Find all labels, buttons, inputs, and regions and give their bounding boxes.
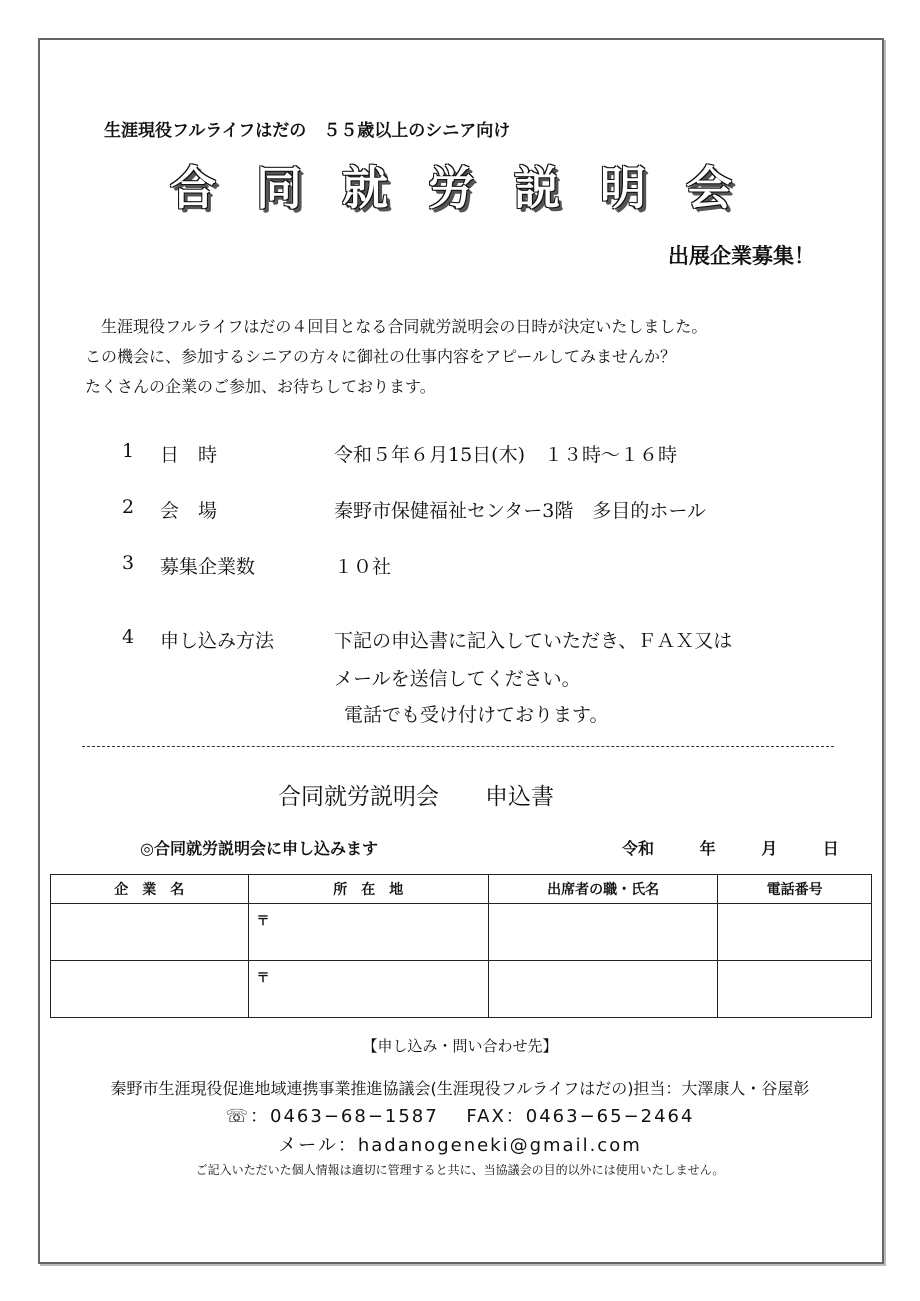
detail-value-method: メールを送信してください。: [334, 668, 581, 690]
date-month: 月: [761, 839, 778, 858]
phone-cell[interactable]: [718, 904, 872, 961]
company-name-cell[interactable]: [51, 904, 249, 961]
detail-label-datetime: 日 時: [160, 444, 218, 466]
date-era: 令和: [622, 839, 655, 858]
intro-line: たくさんの企業のご参加、お待ちしております。: [85, 377, 436, 396]
attendee-cell[interactable]: [488, 961, 717, 1018]
intro-line: 生涯現役フルライフはだの４回目となる合同就労説明会の日時が決定いたしました。: [85, 317, 708, 336]
contact-organization: 秦野市生涯現役促進地域連携事業推進協議会(生涯現役フルライフはだの)担当：大澤康人・谷屋彰: [110, 1079, 810, 1098]
table-row: [51, 904, 872, 961]
detail-value-datetime: 令和５年６月15日(木) １３時～１６時: [334, 444, 678, 466]
postal-mark: 〒: [256, 971, 270, 986]
detail-number: 4: [122, 626, 135, 648]
event-subtitle: 生涯現役フルライフはだの ５５歳以上のシニア向け: [104, 121, 511, 141]
detail-value-method: 下記の申込書に記入していただき、ＦＡＸ又は: [334, 630, 733, 652]
page-title: 合同就労説明会: [170, 161, 772, 215]
column-header-company: 企 業 名: [51, 875, 249, 904]
date-day: 日: [822, 839, 839, 858]
detail-value-method: 電話でも受け付けております。: [344, 704, 609, 726]
form-apply-statement: ◎合同就労説明会に申し込みます: [140, 839, 378, 858]
detail-number: 1: [122, 440, 135, 462]
detail-label-venue: 会 場: [160, 500, 218, 522]
table-row: [51, 961, 872, 1018]
cut-line-divider: [82, 746, 834, 747]
detail-label-method: 申し込み方法: [160, 630, 275, 652]
address-cell[interactable]: [248, 961, 488, 1018]
contact-email: メール：hadanogeneki@gmail.com: [278, 1135, 642, 1156]
form-title: 合同就労説明会 申込書: [278, 784, 554, 810]
contact-heading: 【申し込み・問い合わせ先】: [362, 1037, 558, 1055]
detail-number: 3: [122, 552, 135, 574]
postal-mark: 〒: [256, 914, 270, 929]
privacy-notice: ご記入いただいた個人情報は適切に管理すると共に、当協議会の目的以外には使用いたしません。: [195, 1163, 725, 1177]
detail-value-venue: 秦野市保健福祉センター3階 多目的ホール: [334, 500, 706, 522]
attendee-cell[interactable]: [488, 904, 717, 961]
column-header-attendee: 出席者の職・氏名: [488, 875, 717, 904]
company-name-cell[interactable]: [51, 961, 249, 1018]
recruit-banner: 出展企業募集！: [668, 244, 815, 268]
intro-text: [85, 312, 707, 402]
application-table: [50, 874, 872, 1018]
detail-number: 2: [122, 496, 135, 518]
contact-phone-fax: ☏：0463−68−1587 FAX：0463−65−2464: [225, 1106, 695, 1127]
address-cell[interactable]: [248, 904, 488, 961]
phone-cell[interactable]: [718, 961, 872, 1018]
table-header-row: [51, 875, 872, 904]
detail-value-company-count: １０社: [334, 556, 392, 578]
detail-label-company-count: 募集企業数: [160, 556, 256, 578]
intro-line: この機会に、参加するシニアの方々に御社の仕事内容をアピールしてみませんか？: [85, 347, 677, 366]
column-header-address: 所 在 地: [248, 875, 488, 904]
date-year: 年: [699, 839, 716, 858]
form-date: [622, 836, 839, 859]
column-header-phone: 電話番号: [718, 875, 872, 904]
